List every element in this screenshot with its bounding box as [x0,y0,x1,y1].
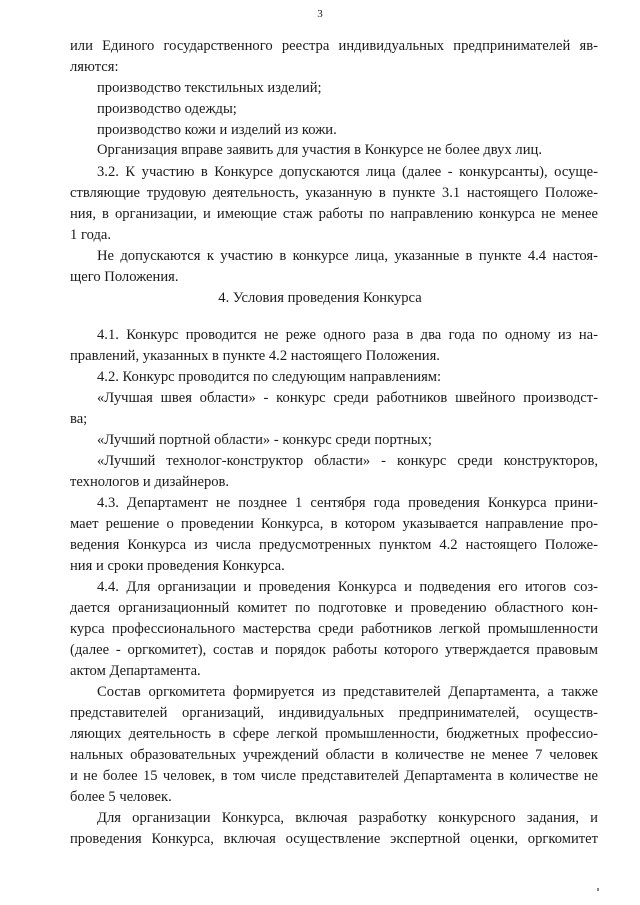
text-line: 1 года. [70,227,111,243]
text-line: мает решение о проведении Конкурса, в котором указывается направление про- [70,516,598,532]
text-line: производство одежды; [97,101,237,117]
text-line: Организация вправе заявить для участия в Конкурсе не более двух лиц. [97,142,542,158]
text-line: дается организационный комитет по подготовке и проведению областного кон- [70,600,598,616]
text-line: производство текстильных изделий; [97,80,322,96]
text-line: Состав оргкомитета формируется из представителей Департамента, а также [97,684,598,700]
text-line: производство кожи и изделий из кожи. [97,122,337,138]
text-line: актом Департамента. [70,663,201,679]
text-line: Для организации Конкурса, включая разработку конкурсного задания, и [97,810,598,826]
text-line: 4.1. Конкурс проводится не реже одного раза в два года по одному из на- [97,327,598,343]
text-line: проведения Конкурса, включая осуществление экспертной оценки, оргкомитет [70,831,598,847]
text-line: ствляющие трудовую деятельность, указанную в пункте 3.1 настоящего Положе- [70,185,598,201]
text-line: курса профессионального мастерства среди работников легкой промышленности [70,621,598,637]
text-line: ведения Конкурса из числа предусмотренных пунктом 4.2 настоящего Положе- [70,537,598,553]
text-line: ва; [70,411,88,427]
text-line: нальных образовательных учреждений области в количестве не менее 7 человек [70,747,598,763]
text-line: щего Положения. [70,269,179,285]
text-line: ния, в организации, и имеющие стаж работы по направлению конкурса не менее [70,206,598,222]
text-line: или Единого государственного реестра индивидуальных предпринимателей яв- [70,38,598,54]
text-line: ляющих деятельность в сфере легкой промышленности, бюджетных профессио- [70,726,598,742]
scan-speck [597,888,599,891]
text-line: 4.4. Для организации и проведения Конкурса и подведения его итогов соз- [97,579,598,595]
text-line: представителей организаций, индивидуальных предпринимателей, осуществ- [70,705,598,721]
text-line: правлений, указанных в пункте 4.2 настоящего Положения. [70,348,440,364]
text-line: ния и сроки проведения Конкурса. [70,558,285,574]
text-line: 4.3. Департамент не позднее 1 сентября года проведения Конкурса прини- [97,495,598,511]
section-heading: 4. Условия проведения Конкурса [218,290,422,306]
text-line: технологов и дизайнеров. [70,474,230,490]
text-line: «Лучший портной области» - конкурс среди портных; [97,432,432,448]
text-line: «Лучшая швея области» - конкурс среди работников швейного производст- [97,390,598,406]
text-line: 4.2. Конкурс проводится по следующим направлениям: [97,369,442,385]
text-line: более 5 человек. [70,789,172,805]
text-line: ляются: [70,59,119,75]
text-line: Не допускаются к участию в конкурсе лица, указанные в пункте 4.4 настоя- [97,248,598,264]
page-number: 3 [317,8,323,20]
text-line: и не более 15 человек, в том числе представителей Департамента в количестве не [70,768,598,784]
text-line: (далее - оргкомитет), состав и порядок работы которого утверждается правовым [70,642,598,658]
text-line: «Лучший технолог-конструктор области» - конкурс среди конструкторов, [97,453,598,469]
text-line: 3.2. К участию в Конкурсе допускаются лица (далее - конкурсанты), осуще- [97,164,598,180]
